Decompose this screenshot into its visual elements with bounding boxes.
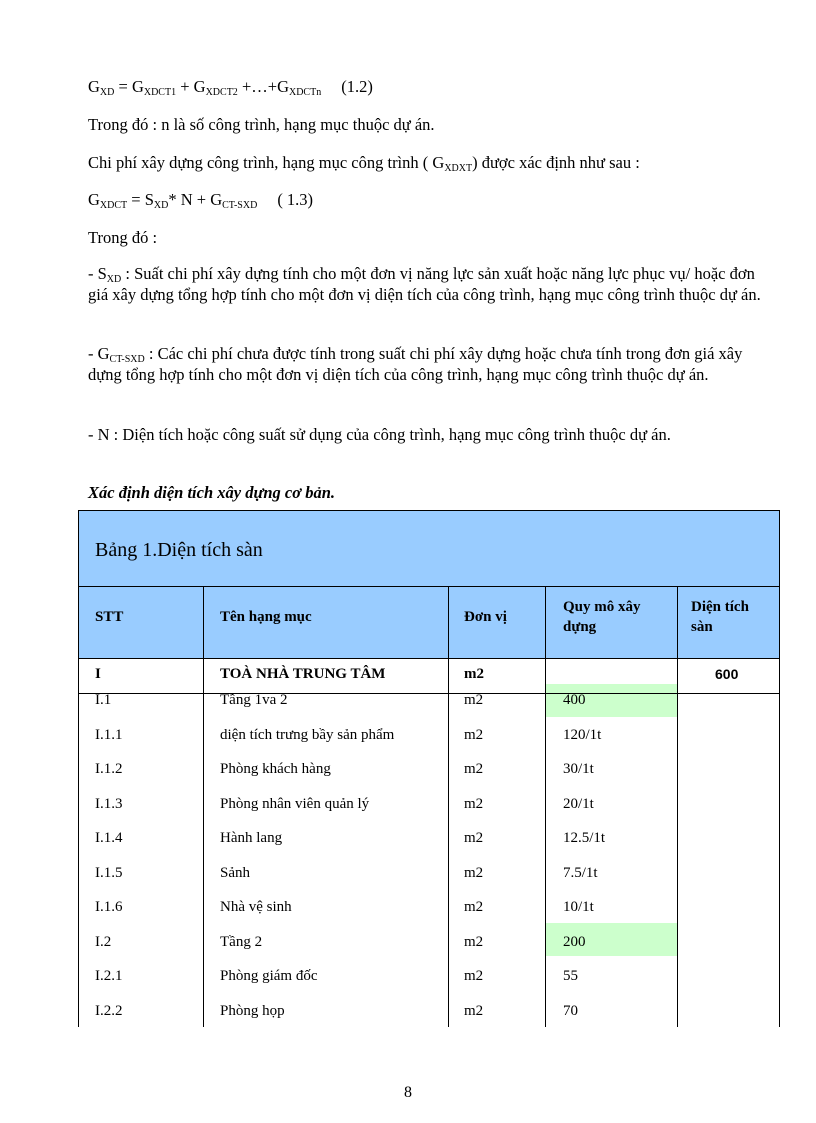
table-caption: Bảng 1.Diện tích sàn bbox=[79, 511, 779, 587]
row-stt: I.2 bbox=[95, 933, 112, 950]
table-row bbox=[79, 796, 779, 831]
paragraph-chi-phi: Chi phí xây dựng công trình, hạng mục công trình ( $G_{XDXT}$) được xác định như sau : bbox=[88, 153, 640, 174]
row-scale: 200 bbox=[563, 933, 586, 950]
page-number: 8 bbox=[404, 1084, 412, 1101]
row-name: diện tích trưng bầy sản phẩm bbox=[220, 726, 395, 743]
bullet-sxd: - $S_{XD}$ : Suất chi phí xây dựng tính cho một đơn vị năng lực sản xuất hoặc năng lực phục vụ/ hoặc đơn giá xây dựng tổng hợp tính cho một đơn vị diện tích của công trình, hạng mục công trình thuộc dự án. bbox=[88, 264, 761, 304]
header-name: Tên hạng mục bbox=[220, 609, 312, 625]
row-stt: I.2.1 bbox=[95, 968, 123, 984]
row-name: Phòng họp bbox=[220, 1002, 285, 1019]
row-scale: 400 bbox=[563, 692, 586, 708]
row-stt: I.1.1 bbox=[95, 726, 123, 743]
row-name: Tầng 2 bbox=[220, 933, 263, 950]
header-stt: STT bbox=[95, 609, 124, 625]
row-unit: m2 bbox=[464, 1002, 484, 1019]
row-name: Nhà vệ sinh bbox=[220, 899, 292, 915]
row-unit: m2 bbox=[464, 761, 484, 777]
row-name: Phòng nhân viên quản lý bbox=[220, 795, 370, 812]
row-unit: m2 bbox=[464, 830, 484, 846]
row-stt: I.1.2 bbox=[95, 761, 123, 777]
section-stt: I bbox=[95, 666, 101, 682]
table-row bbox=[79, 865, 779, 900]
row-stt: I.2.2 bbox=[95, 1002, 123, 1019]
header-unit: Đơn vị bbox=[464, 609, 507, 625]
table-section-row bbox=[79, 659, 779, 694]
table-row bbox=[79, 830, 779, 865]
table-row bbox=[79, 761, 779, 796]
table-header-row bbox=[79, 587, 779, 659]
header-scale: Quy mô xây dựng bbox=[563, 599, 641, 635]
row-unit: m2 bbox=[464, 933, 484, 950]
row-scale: 120/1t bbox=[563, 726, 602, 743]
row-name: Hành lang bbox=[220, 830, 283, 846]
table-row bbox=[79, 934, 779, 969]
row-unit: m2 bbox=[464, 726, 484, 743]
row-scale: 20/1t bbox=[563, 795, 594, 812]
row-stt: I.1 bbox=[95, 692, 112, 708]
row-scale: 7.5/1t bbox=[563, 864, 598, 881]
row-scale: 30/1t bbox=[563, 761, 594, 777]
equation-1-2: $G_{XD} = G_{XDCT1} + G_{XDCT2}$ $+\dots+G_{XDCTn}$ (1.2) bbox=[88, 77, 373, 98]
section-heading: Xác định diện tích xây dựng cơ bản. bbox=[88, 483, 336, 502]
row-stt: I.1.4 bbox=[95, 830, 123, 846]
row-unit: m2 bbox=[464, 692, 484, 708]
bullet-n: - N : Diện tích hoặc công suất sử dụng của công trình, hạng mục công trình thuộc dự án. bbox=[88, 425, 671, 444]
equation-number: (1.2) bbox=[341, 77, 373, 96]
row-scale: 70 bbox=[563, 1002, 578, 1019]
table-row bbox=[79, 899, 779, 934]
table-row bbox=[79, 692, 779, 727]
row-scale: 12.5/1t bbox=[563, 830, 606, 846]
row-scale: 10/1t bbox=[563, 899, 594, 915]
equation-number: ( 1.3) bbox=[277, 190, 314, 209]
paragraph-trong-do-1: Trong đó : n là số công trình, hạng mục thuộc dự án. bbox=[88, 115, 435, 134]
row-stt: I.1.5 bbox=[95, 864, 123, 881]
header-area: Diện tích sàn bbox=[691, 599, 749, 635]
row-name: Sảnh bbox=[220, 864, 250, 881]
paragraph-trong-do-2: Trong đó : bbox=[88, 228, 158, 247]
row-name: Phòng khách hàng bbox=[220, 761, 331, 777]
row-stt: I.1.6 bbox=[95, 899, 123, 915]
row-unit: m2 bbox=[464, 899, 484, 915]
table-row bbox=[79, 727, 779, 762]
row-stt: I.1.3 bbox=[95, 795, 123, 812]
row-unit: m2 bbox=[464, 968, 484, 984]
row-scale: 55 bbox=[563, 968, 578, 984]
equation-1-3: $G_{XDCT} = S_{XD}*$ $N + G_{CT-SXD}$ ( 1.3) bbox=[88, 190, 314, 211]
section-area: 600 bbox=[715, 666, 739, 682]
bullet-gct-sxd: - $G_{CT-SXD}$ : Các chi phí chưa được tính trong suất chi phí xây dựng hoặc chưa tính trong đơn giá xây dựng tổng hợp tính cho một đơn vị diện tích của công trình, hạng mục công trình thuộc dự án. bbox=[88, 344, 743, 384]
row-unit: m2 bbox=[464, 864, 484, 881]
table-row bbox=[79, 1003, 779, 1038]
row-unit: m2 bbox=[464, 795, 484, 812]
row-name: Tầng 1va 2 bbox=[220, 692, 288, 708]
floor-area-table bbox=[78, 510, 780, 1027]
section-unit: m2 bbox=[464, 666, 484, 682]
section-name: TOÀ NHÀ TRUNG TÂM bbox=[220, 666, 386, 682]
table-row bbox=[79, 968, 779, 1003]
row-name: Phòng giám đốc bbox=[220, 968, 318, 984]
